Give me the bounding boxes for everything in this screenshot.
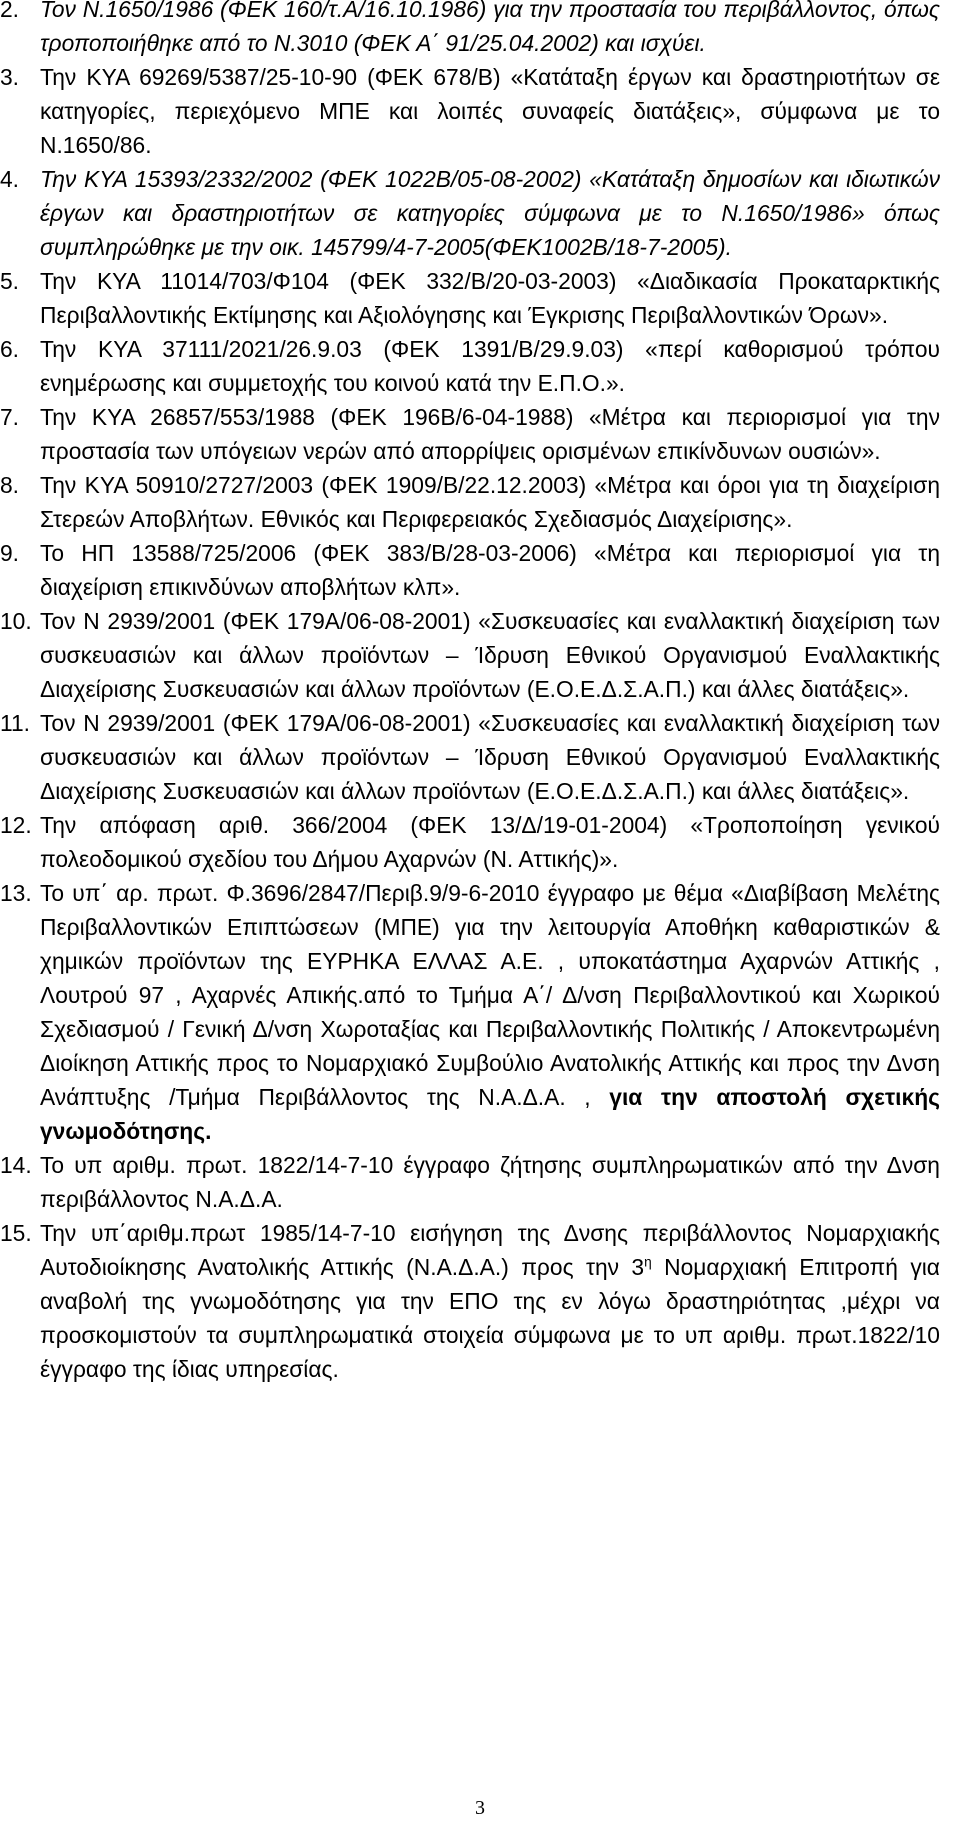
item-number: 9.	[0, 540, 20, 566]
item-text: Τον Ν.1650/1986 (ΦΕΚ 160/τ.Α/16.10.1986) για την προστασία του περιβάλλοντος, όπως τροποποιήθηκε από το Ν.3010 (ΦΕΚ Α΄ 91/25.04.2002) και ισχύει.	[40, 0, 940, 56]
list-item	[0, 1216, 940, 1386]
list-item	[0, 1148, 940, 1216]
item-text: Την ΚΥΑ 50910/2727/2003 (ΦΕΚ 1909/Β/22.12.2003) «Μέτρα και όροι για τη διαχείριση Στερεών Αποβλήτων. Εθνικός και Περιφερειακός Σχεδιασμός Διαχείρισης».	[40, 472, 940, 532]
item-text: Την ΚΥΑ 69269/5387/25-10-90 (ΦΕΚ 678/Β) «Κατάταξη έργων και δραστηριοτήτων σε κατηγορίες, περιεχόμενο ΜΠΕ και λοιπές συναφείς διατάξεις», σύμφωνα με το Ν.1650/86.	[40, 64, 940, 158]
item-number: 11.	[0, 710, 30, 736]
item-number: 13.	[0, 880, 32, 906]
item-text: Την ΚΥΑ 37111/2021/26.9.03 (ΦΕΚ 1391/Β/29.9.03) «περί καθορισμού τρόπου ενημέρωσης και συμμετοχής του κοινού κατά την Ε.Π.Ο.».	[40, 336, 940, 396]
item-number: 6.	[0, 336, 20, 362]
item-number: 2.	[0, 0, 20, 22]
item-text-body: Το υπ΄ αρ. πρωτ. Φ.3696/2847/Περιβ.9/9-6-2010 έγγραφο με θέμα «Διαβίβαση Μελέτης Περιβαλλοντικών Επιπτώσεων (ΜΠΕ) για την λειτουργία Αποθήκη καθαριστικών & χημικών προϊόντων της ΕΥΡΗΚΑ ΕΛΛΑΣ Α.Ε. , υποκατάστημα Αχαρνών Αττικής , Λουτρού 97 , Αχαρνές Απικής.από το Τμήμα Α΄/ Δ/νση Περιβαλλοντικού και Χωρικού Σχεδιασμού / Γενική Δ/νση Χωροταξίας και Περιβαλλοντικής Πολιτικής / Αποκεντρωμένη Διοίκηση Αττικής προς το Νομαρχιακό Συμβούλιο Ανατολικής Αττικής και προς την Δνση Ανάπτυξης /Τμήμα Περιβάλλοντος της Ν.Α.Δ.Α. ,	[40, 880, 940, 1110]
list-item	[0, 876, 940, 1148]
item-number: 7.	[0, 404, 20, 430]
item-text: Την απόφαση αριθ. 366/2004 (ΦΕΚ 13/Δ/19-01-2004) «Τροποποίηση γενικού πολεοδομικού σχεδίου του Δήμου Αχαρνών (Ν. Αττικής)».	[40, 812, 940, 872]
item-text: Την ΚΥΑ 15393/2332/2002 (ΦΕΚ 1022Β/05-08-2002) «Κατάταξη δημοσίων και ιδιωτικών έργων και δραστηριοτήτων σε κατηγορίες σύμφωνα με το Ν.1650/1986» όπως συμπληρώθηκε με την οικ. 145799/4-7-2005(ΦΕΚ1002Β/18-7-2005).	[40, 166, 940, 260]
item-text-superscript: η	[644, 1254, 652, 1270]
item-text	[40, 1216, 940, 1386]
item-text-body: Την υπ΄αριθμ.πρωτ 1985/14-7-10 εισήγηση της Δνσης περιβάλλοντος Νομαρχιακής Αυτοδιοίκησης Ανατολικής Αττικής (Ν.Α.Δ.Α.) προς την 3	[40, 1220, 940, 1280]
list-item	[0, 706, 940, 808]
list-item	[0, 60, 940, 162]
item-text: Την ΚΥΑ 26857/553/1988 (ΦΕΚ 196Β/6-04-1988) «Μέτρα και περιορισμοί για την προστασία των υπόγειων νερών από απορρίψεις ορισμένων επικίνδυνων ουσιών».	[40, 404, 940, 464]
item-number: 4.	[0, 166, 20, 192]
item-number: 5.	[0, 268, 20, 294]
item-text: Το υπ αριθμ. πρωτ. 1822/14-7-10 έγγραφο ζήτησης συμπληρωματικών από την Δνση περιβάλλοντος Ν.Α.Δ.Α.	[40, 1152, 940, 1212]
page-number: 3	[475, 1797, 485, 1819]
list-item	[0, 332, 940, 400]
item-number: 12.	[0, 812, 32, 838]
item-number: 14.	[0, 1152, 32, 1178]
item-text: Την ΚΥΑ 11014/703/Φ104 (ΦΕΚ 332/Β/20-03-2003) «Διαδικασία Προκαταρκτικής Περιβαλλοντικής Εκτίμησης και Αξιολόγησης και Έγκρισης Περιβαλλοντικών Όρων».	[40, 268, 940, 328]
item-text: Τον Ν 2939/2001 (ΦΕΚ 179Α/06-08-2001) «Συσκευασίες και εναλλακτική διαχείριση των συσκευασιών και άλλων προϊόντων – Ίδρυση Εθνικού Οργανισμού Εναλλακτικής Διαχείρισης Συσκευασιών και άλλων προϊόντων (Ε.Ο.Ε.Δ.Σ.Α.Π.) και άλλες διατάξεις».	[40, 710, 940, 804]
list-item	[0, 264, 940, 332]
list-item	[0, 808, 940, 876]
list-item	[0, 400, 940, 468]
item-text	[40, 876, 940, 1148]
item-text: Το ΗΠ 13588/725/2006 (ΦΕΚ 383/Β/28-03-2006) «Μέτρα και περιορισμοί για τη διαχείριση επικινδύνων αποβλήτων κλπ».	[40, 540, 940, 600]
item-text-continued: Νομαρχιακή Επιτροπή για αναβολή της γνωμοδότησης για την ΕΠΟ της εν λόγω δραστηριότητας ,μέχρι να προσκομιστούν τα συμπληρωματικά στοιχεία σύμφωνα με το υπ αριθμ. πρωτ.1822/10 έγγραφο της ίδιας υπηρεσίας.	[40, 1254, 940, 1382]
item-text-bold: για την αποστολή σχετικής γνωμοδότησης.	[40, 1084, 940, 1144]
list-item	[0, 536, 940, 604]
list-item	[0, 162, 940, 264]
item-number: 8.	[0, 472, 20, 498]
list-item	[0, 604, 940, 706]
list-item	[0, 468, 940, 536]
list-item	[0, 0, 940, 60]
item-text: Τον Ν 2939/2001 (ΦΕΚ 179Α/06-08-2001) «Συσκευασίες και εναλλακτική διαχείριση των συσκευασιών και άλλων προϊόντων – Ίδρυση Εθνικού Οργανισμού Εναλλακτικής Διαχείρισης Συσκευασιών και άλλων προϊόντων (Ε.Ο.Ε.Δ.Σ.Α.Π.) και άλλες διατάξεις».	[40, 608, 940, 702]
item-number: 3.	[0, 64, 20, 90]
item-number: 10.	[0, 608, 32, 634]
item-number: 15.	[0, 1220, 32, 1246]
